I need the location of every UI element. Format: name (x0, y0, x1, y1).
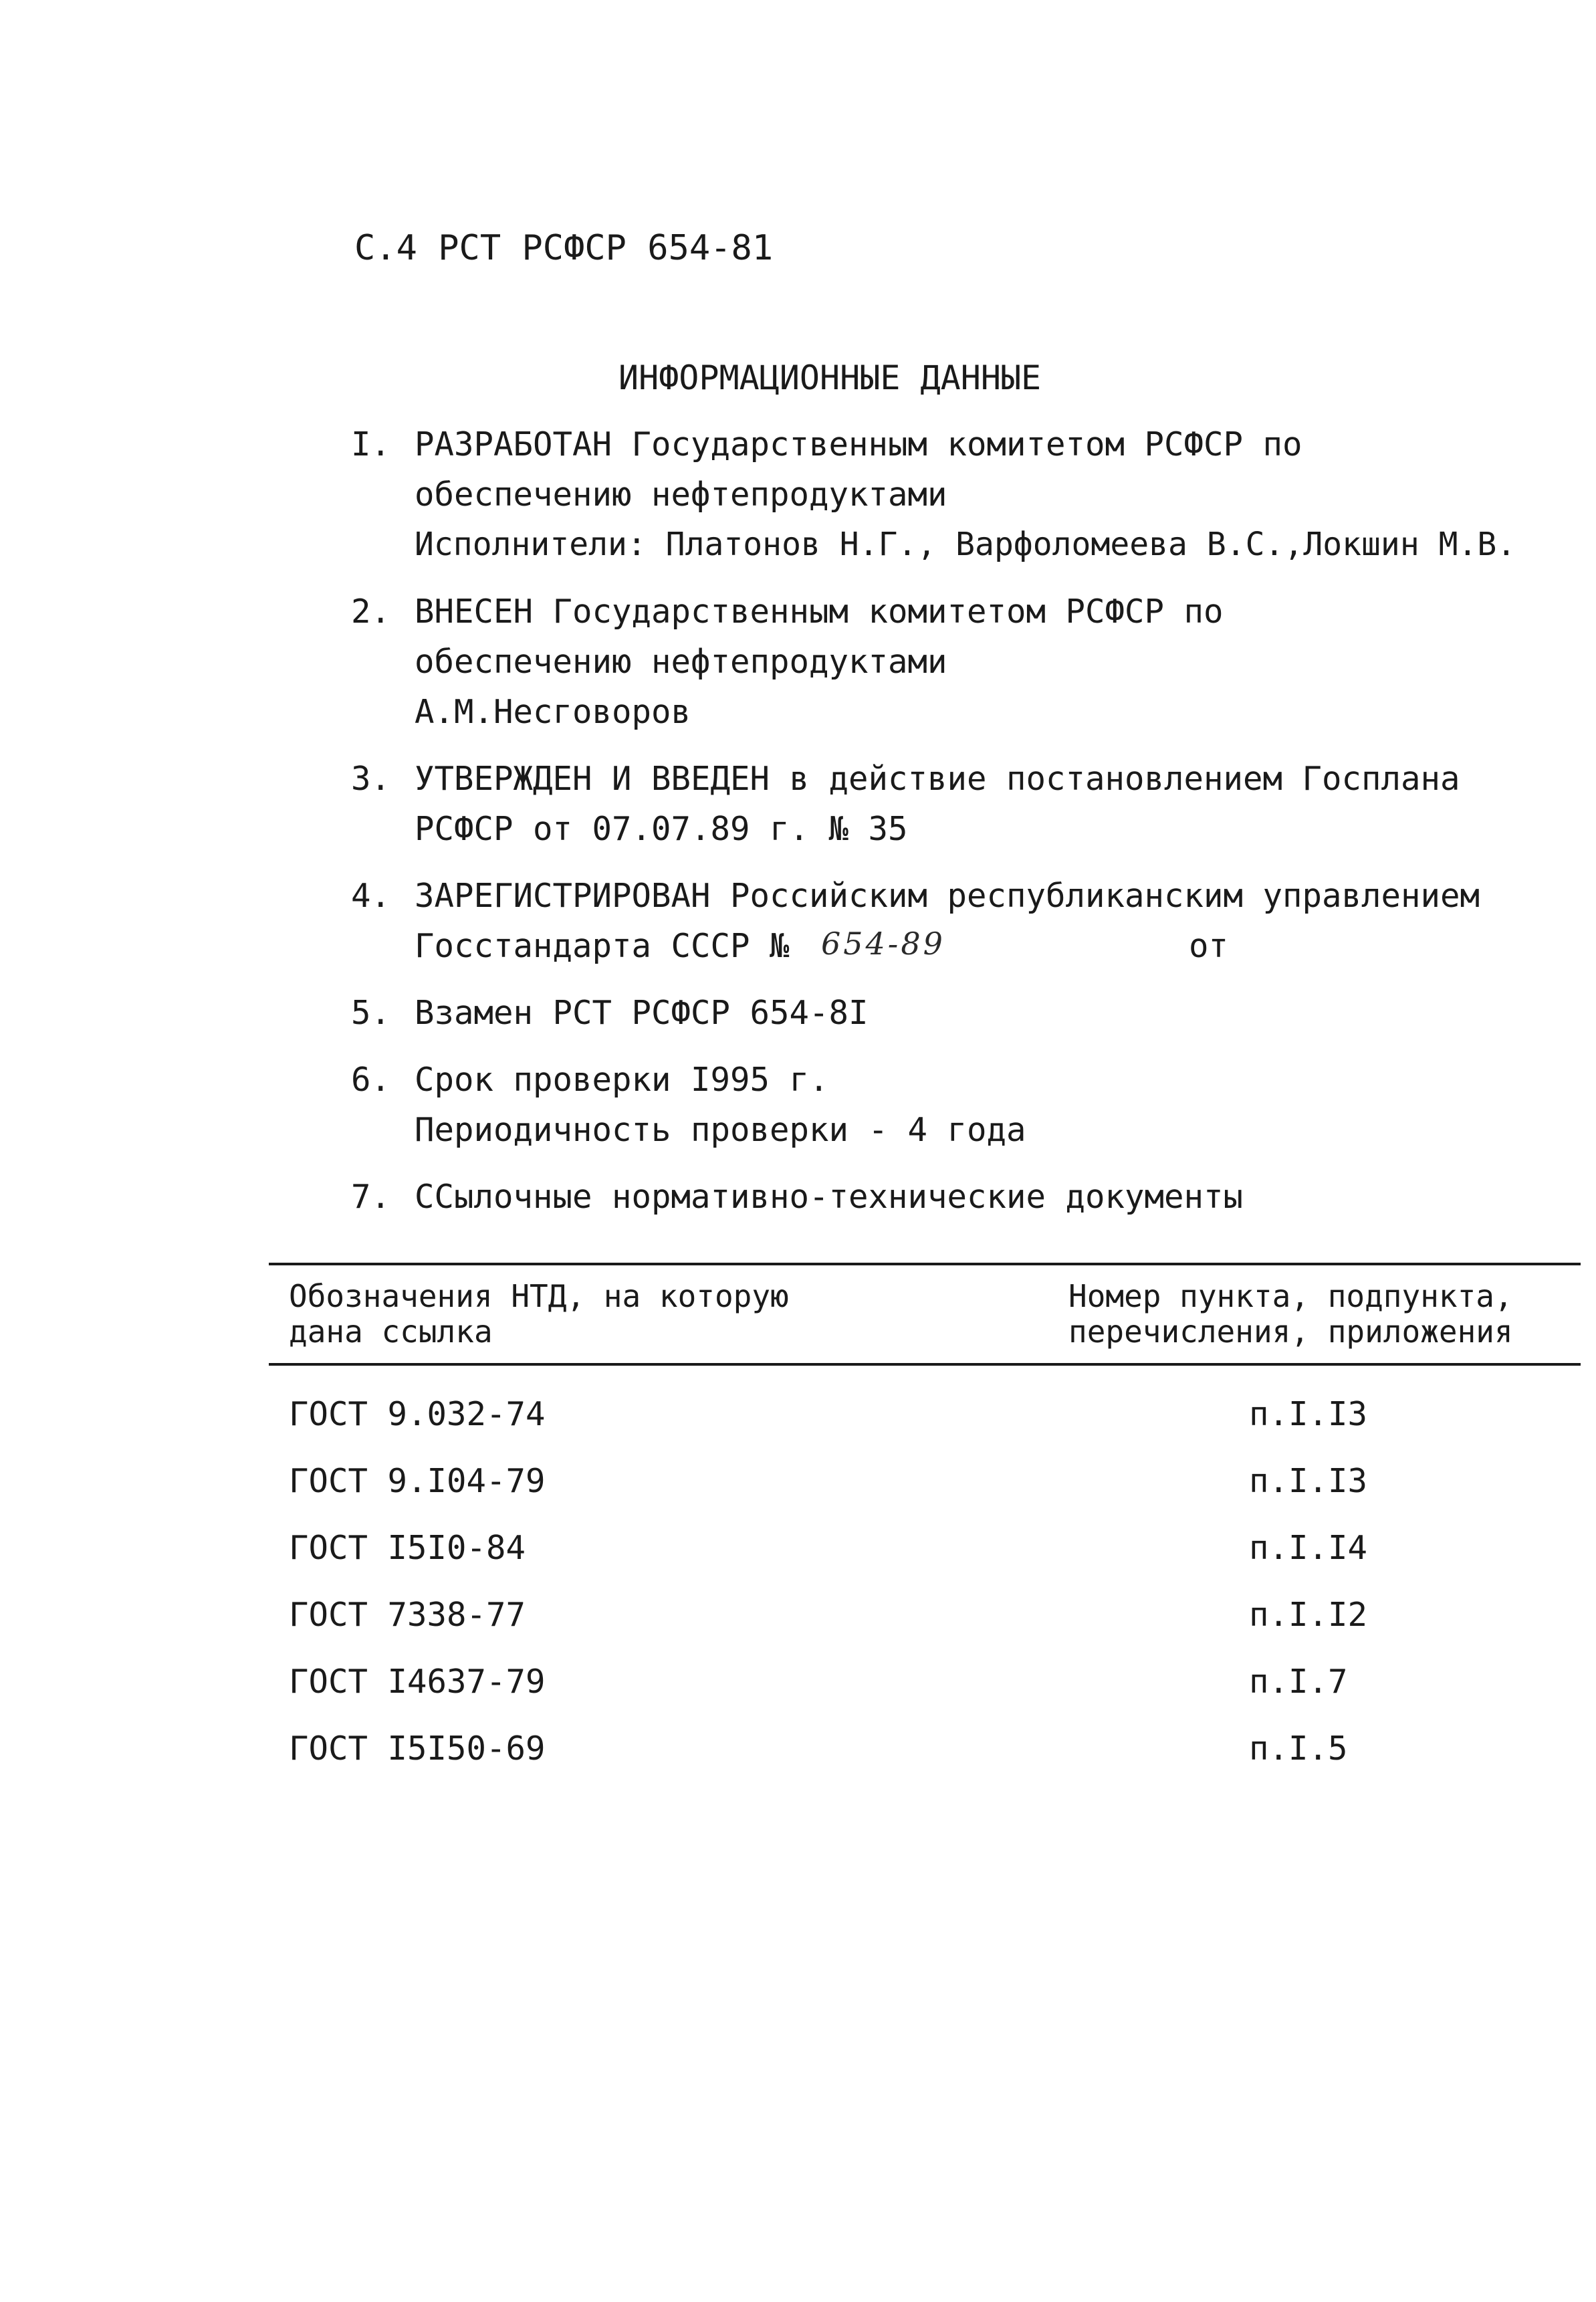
item-line: Госстандарта СССР № (415, 927, 790, 965)
item-line: ВНЕСЕН Государственным комитетом РСФСР по (415, 593, 1224, 631)
handwritten-registration-number: 654-89 (821, 926, 945, 962)
registration-date-label: от (1189, 927, 1229, 965)
column-header-document: дана ссылка (289, 1314, 493, 1350)
table-cell-clause: п.I.I3 (1249, 1395, 1368, 1433)
column-header-clause: Номер пункта, подпункта, (1068, 1278, 1513, 1314)
item-line: РСФСР от 07.07.89 г. № 35 (415, 810, 908, 848)
item-line: обеспечению нефтепродуктами (415, 476, 947, 514)
item-number: 5. (351, 994, 391, 1032)
table-cell-clause: п.I.I4 (1249, 1529, 1368, 1567)
section-title: ИНФОРМАЦИОННЫЕ ДАННЫЕ (618, 358, 1042, 397)
table-header-rule (269, 1363, 1581, 1366)
table-cell-clause: п.I.7 (1249, 1663, 1348, 1701)
table-cell-document: ГОСТ I4637-79 (289, 1663, 546, 1701)
table-cell-clause: п.I.I3 (1249, 1462, 1368, 1500)
item-line: ЗАРЕГИСТРИРОВАН Российским республиканским управлением (415, 877, 1480, 915)
table-cell-document: ГОСТ 7338-77 (289, 1596, 526, 1634)
item-number: 2. (351, 593, 391, 631)
table-cell-clause: п.I.I2 (1249, 1596, 1368, 1634)
item-number: 4. (351, 877, 391, 915)
item-number: 6. (351, 1061, 391, 1099)
table-cell-document: ГОСТ 9.I04-79 (289, 1462, 546, 1500)
item-line: Срок проверки I995 г. (415, 1061, 829, 1099)
item-line: обеспечению нефтепродуктами (415, 643, 947, 681)
item-line: ССылочные нормативно-технические документы (415, 1178, 1244, 1216)
item-line: Исполнители: Платонов Н.Г., Варфоломеева В.С.,Локшин М.В. (415, 526, 1516, 563)
item-number: I. (351, 425, 391, 463)
item-number: 7. (351, 1178, 391, 1216)
table-cell-document: ГОСТ I5I50-69 (289, 1730, 546, 1768)
item-line: РАЗРАБОТАН Государственным комитетом РСФСР по (415, 425, 1302, 463)
table-top-rule (269, 1263, 1581, 1265)
column-header-clause: перечисления, приложения (1068, 1314, 1513, 1350)
item-line: Взамен РСТ РСФСР 654-8I (415, 994, 869, 1032)
table-cell-document: ГОСТ 9.032-74 (289, 1395, 546, 1433)
column-header-document: Обозначения НТД, на которую (289, 1278, 789, 1314)
table-cell-clause: п.I.5 (1249, 1730, 1348, 1768)
page-header: С.4 РСТ РСФСР 654-81 (354, 228, 774, 268)
item-line: А.М.Несговоров (415, 693, 691, 731)
item-number: 3. (351, 760, 391, 798)
table-cell-document: ГОСТ I5I0-84 (289, 1529, 526, 1567)
item-line: Периодичность проверки - 4 года (415, 1111, 1026, 1149)
item-line: УТВЕРЖДЕН И ВВЕДЕН в действие постановлением Госплана (415, 760, 1460, 798)
